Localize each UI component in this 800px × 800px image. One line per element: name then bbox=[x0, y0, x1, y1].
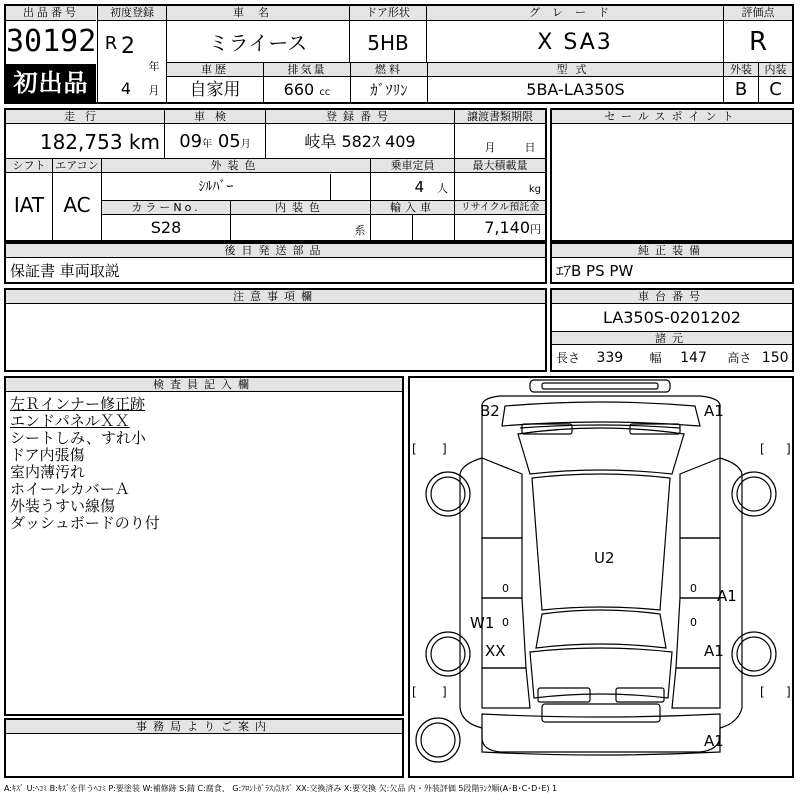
office-label: 事務局よりご案内 bbox=[6, 720, 402, 734]
inspector-notes bbox=[10, 396, 390, 532]
car-diagram bbox=[408, 376, 794, 778]
ext-color: ｼﾙﾊﾞｰ bbox=[198, 179, 234, 195]
mark-front-left: B2 bbox=[480, 402, 500, 420]
zero: 0 bbox=[690, 582, 697, 595]
transfer-month-unit: 月 bbox=[484, 141, 496, 154]
mark-right-rear-door: A1 bbox=[717, 587, 737, 605]
mileage-unit: km bbox=[128, 130, 160, 154]
capacity bbox=[371, 174, 454, 200]
ext-label: 外装 bbox=[724, 63, 758, 77]
bracket: [ bbox=[412, 442, 417, 456]
mileage-value: 182,753 bbox=[39, 130, 123, 154]
inspection bbox=[165, 126, 265, 158]
note-line: 外装うすい線傷 bbox=[10, 497, 116, 515]
zero: 0 bbox=[690, 616, 697, 629]
int-color-unit: 系 bbox=[354, 224, 366, 237]
legend: A:ｷｽﾞ U:ﾍｺﾐ B:ｷｽﾞを伴うﾍｺﾐ P:要塗装 W:補修跡 S:錆 C:腐食、 G:ﾌﾛﾝﾄｶﾞﾗｽ点ｷｽﾞ XX:交換済み X:要交換 欠:欠品 内・外装評価 5段階ﾗﾝｸ順(A･B･C･D･E) 1 bbox=[4, 784, 558, 793]
note-line: エンドパネルＸＸ bbox=[10, 412, 130, 430]
zero: 0 bbox=[502, 616, 509, 629]
recycle-label: リサイクル預託金 bbox=[455, 201, 545, 215]
ac: AC bbox=[63, 193, 91, 217]
reg-no-label: 登録番号 bbox=[266, 110, 454, 124]
recycle-fee bbox=[455, 216, 543, 240]
grade-label: グレード bbox=[427, 6, 723, 21]
first-listing-badge: 初出品 bbox=[6, 64, 96, 102]
chassis-label: 車台番号 bbox=[552, 290, 792, 304]
door-label: ドア形状 bbox=[350, 6, 426, 21]
score-label: 評価点 bbox=[724, 6, 792, 21]
note-line: ドア内張傷 bbox=[10, 446, 85, 464]
model: 5BA-LA350S bbox=[526, 80, 625, 99]
bracket: ] bbox=[442, 442, 447, 456]
door-type: 5HB bbox=[367, 31, 409, 55]
bracket: ] bbox=[786, 442, 791, 456]
width-label: 幅 bbox=[649, 351, 662, 365]
inspection-year: 09 bbox=[179, 131, 203, 152]
grade: X SA3 bbox=[537, 30, 613, 55]
displacement-label: 排気量 bbox=[264, 63, 350, 77]
bracket: [ bbox=[412, 685, 417, 699]
load-label: 最大積載量 bbox=[455, 159, 545, 173]
era: R bbox=[104, 34, 118, 54]
inspection-year-unit: 年 bbox=[202, 139, 213, 150]
displacement bbox=[264, 78, 350, 102]
chassis-number: LA350S-0201202 bbox=[603, 308, 741, 327]
bracket: ] bbox=[786, 685, 791, 699]
note-line: シートしみ、すれ小 bbox=[10, 429, 146, 447]
equipment-value: ｴｱB PS PW bbox=[556, 262, 634, 280]
bracket: [ bbox=[760, 442, 765, 456]
load-unit: kg bbox=[528, 184, 541, 195]
shift: IAT bbox=[13, 193, 45, 217]
recycle-fee-unit: 円 bbox=[530, 223, 541, 236]
bracket: [ bbox=[760, 685, 765, 699]
capacity-label: 乗車定員 bbox=[371, 159, 454, 173]
ac-label: エアコン bbox=[53, 159, 101, 173]
ext-color-label: 外装色 bbox=[102, 159, 370, 173]
history-label: 車歴 bbox=[167, 63, 263, 77]
shift-label: シフト bbox=[6, 159, 52, 173]
int-color-label: 内装色 bbox=[231, 201, 370, 215]
car-diagram-svg bbox=[410, 378, 792, 776]
reg-no: 岐阜 582ｽ 409 bbox=[304, 132, 416, 151]
reg-month: 4 bbox=[120, 79, 132, 98]
dims-label: 諸元 bbox=[552, 331, 792, 345]
transfer-label: 譲渡書類期限 bbox=[455, 110, 545, 124]
parts-value: 保証書 車両取説 bbox=[10, 262, 120, 280]
capacity-value: 4 bbox=[414, 178, 425, 196]
length: 339 bbox=[596, 350, 624, 366]
note-line: 左Ｒインナー修正跡 bbox=[10, 395, 146, 413]
mark-front-right: A1 bbox=[704, 402, 724, 420]
sales-points-label: セールスポイント bbox=[552, 110, 792, 124]
int-grade: C bbox=[769, 79, 782, 100]
sales-points-section bbox=[550, 108, 794, 242]
recycle-fee-value: 7,140 bbox=[484, 218, 530, 237]
displacement-unit: cc bbox=[319, 87, 331, 98]
fuel-label: 燃料 bbox=[351, 63, 427, 77]
height-label: 高さ bbox=[727, 351, 752, 365]
displacement-value: 660 bbox=[283, 80, 315, 99]
bracket: ] bbox=[442, 685, 447, 699]
score: R bbox=[748, 27, 768, 57]
mileage bbox=[6, 126, 164, 158]
inspection-month: 05 bbox=[217, 131, 241, 152]
height: 150 bbox=[761, 350, 789, 366]
color-no: S28 bbox=[150, 218, 182, 237]
reg-year: 2 bbox=[121, 34, 135, 59]
inspection-label: 車検 bbox=[165, 110, 265, 124]
model-label: 型式 bbox=[428, 63, 723, 77]
inspection-month-unit: 月 bbox=[240, 139, 251, 150]
caution-label: 注意事項欄 bbox=[6, 290, 545, 304]
car-name: ミライース bbox=[208, 31, 308, 55]
length-label: 長さ bbox=[556, 351, 581, 365]
parts-label: 後日発送部品 bbox=[6, 244, 545, 258]
mark-left-rear-panel: W1 bbox=[470, 614, 495, 632]
int-label: 内装 bbox=[759, 63, 792, 77]
fuel: ｶﾞｿﾘﾝ bbox=[370, 81, 408, 99]
lot-number: 30192 bbox=[6, 24, 96, 59]
dimensions bbox=[552, 346, 792, 370]
width: 147 bbox=[680, 350, 707, 366]
note-line: ホイールカバーＡ bbox=[10, 480, 130, 498]
month-unit: 月 bbox=[148, 84, 160, 97]
color-no-label: カラーNo. bbox=[102, 201, 230, 215]
mark-right-quarter: A1 bbox=[704, 642, 724, 660]
import-label: 輸入車 bbox=[371, 201, 454, 215]
car-name-label: 車名 bbox=[167, 6, 349, 21]
zero: 0 bbox=[502, 582, 509, 595]
year-unit: 年 bbox=[148, 60, 160, 73]
lot-label: 出品番号 bbox=[6, 6, 96, 21]
first-reg-label: 初度登録 bbox=[98, 6, 166, 21]
inspector-label: 検査員記入欄 bbox=[6, 378, 402, 392]
equipment-label: 純正装備 bbox=[552, 244, 792, 258]
capacity-unit: 人 bbox=[437, 182, 448, 195]
transfer-day-unit: 日 bbox=[524, 141, 536, 154]
note-line: 室内薄汚れ bbox=[10, 463, 86, 481]
history: 自家用 bbox=[189, 80, 241, 100]
mark-rear-bumper: A1 bbox=[704, 732, 724, 750]
ext-grade: B bbox=[734, 79, 748, 100]
mark-roof: U2 bbox=[594, 549, 615, 567]
mark-left-quarter: XX bbox=[485, 642, 506, 660]
note-line: ダッシュボードのり付 bbox=[10, 514, 160, 532]
mileage-label: 走行 bbox=[6, 110, 164, 124]
